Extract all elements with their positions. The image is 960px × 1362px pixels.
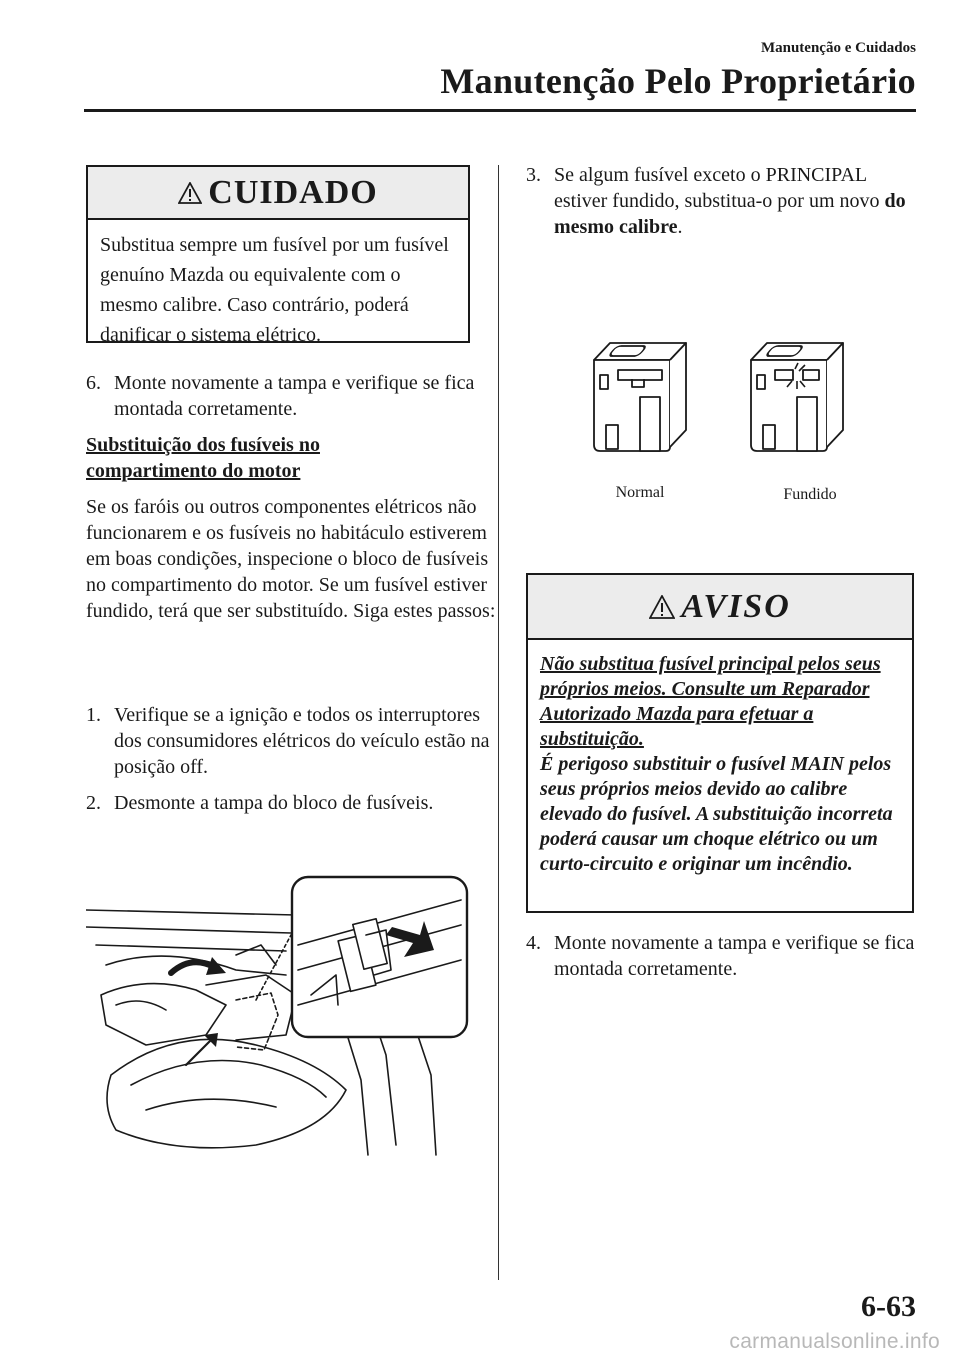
section-name: Manutenção e Cuidados — [760, 40, 916, 56]
fuse-normal-illustration — [588, 335, 688, 485]
step-number: 4. — [526, 932, 541, 954]
warning-underlined-text: Não substitua fusível principal pelos seus próprios meios. Consulte um Reparador Autorizado Mazda para efetuar a substituição. — [540, 653, 881, 750]
footer-watermark: carmanualsonline.info — [729, 1330, 940, 1353]
step-number: 1. — [86, 704, 101, 726]
caution-label: CUIDADO — [208, 173, 378, 211]
warning-box — [526, 573, 914, 913]
header-rule — [84, 109, 916, 112]
fuse-box-cover-illustration — [86, 875, 470, 1165]
step-text: Monte novamente a tampa e verifique se fica montada corretamente. — [554, 932, 915, 980]
step-number: 2. — [86, 792, 101, 814]
fuse-label-normal: Normal — [615, 484, 665, 501]
warning-triangle-icon — [178, 182, 202, 204]
warning-label: AVISO — [681, 587, 791, 625]
step-3 — [526, 162, 916, 240]
step-1 — [86, 702, 498, 780]
step-text: Desmonte a tampa do bloco de fusíveis. — [114, 792, 434, 814]
step-number: 3. — [526, 164, 541, 186]
caution-box — [86, 165, 470, 346]
fuse-blown-illustration — [745, 335, 845, 485]
step-3-text-c: . — [677, 216, 683, 238]
step-3-emphasis: do mesmo calibre — [554, 190, 906, 238]
step-number: 6. — [86, 372, 101, 394]
warning-text: É perigoso substituir o fusível MAIN pelos seus próprios meios devido ao calibre elevado do fusível. A substituição incorreta poderá causar um choque elétrico ou um curto-circuito e originar um incêndio. — [540, 753, 893, 875]
caution-text: Substitua sempre um fusível por um fusível genuíno Mazda ou equivalente com o mesmo calibre. Caso contrário, poderá danificar o sistema elétrico. — [100, 234, 449, 346]
step-text: Monte novamente a tampa e verifique se fica montada corretamente. — [114, 372, 475, 420]
step-3-text-a: Se algum fusível exceto o PRINCIPAL estiver fundido, substitua-o por um novo — [554, 164, 885, 212]
section-subheading: Substituição dos fusíveis no compartimento do motor — [86, 434, 320, 482]
step-text: Verifique se a ignição e todos os interruptores dos consumidores elétricos do veículo estão na posição off. — [114, 704, 490, 778]
step-6 — [86, 370, 486, 422]
warning-body — [528, 640, 912, 877]
step-4 — [526, 930, 916, 982]
warning-header — [528, 575, 912, 640]
page-number: 6-63 — [861, 1290, 916, 1323]
fuse-label-blown: Fundido — [783, 486, 837, 503]
column-divider — [498, 165, 499, 1280]
caution-header — [88, 167, 468, 220]
step-text — [526, 162, 916, 240]
step-2 — [86, 790, 486, 816]
page-title: Manutenção Pelo Proprietário — [440, 61, 916, 101]
intro-paragraph: Se os faróis ou outros componentes elétricos não funcionarem e os fusíveis no habitáculo estiverem em boas condições, inspecione o bloco de fusíveis no compartimento do motor. Se um fusível estiver fundido, terá que ser substituído. Siga estes passos: — [86, 496, 496, 622]
warning-triangle-icon — [649, 595, 675, 619]
